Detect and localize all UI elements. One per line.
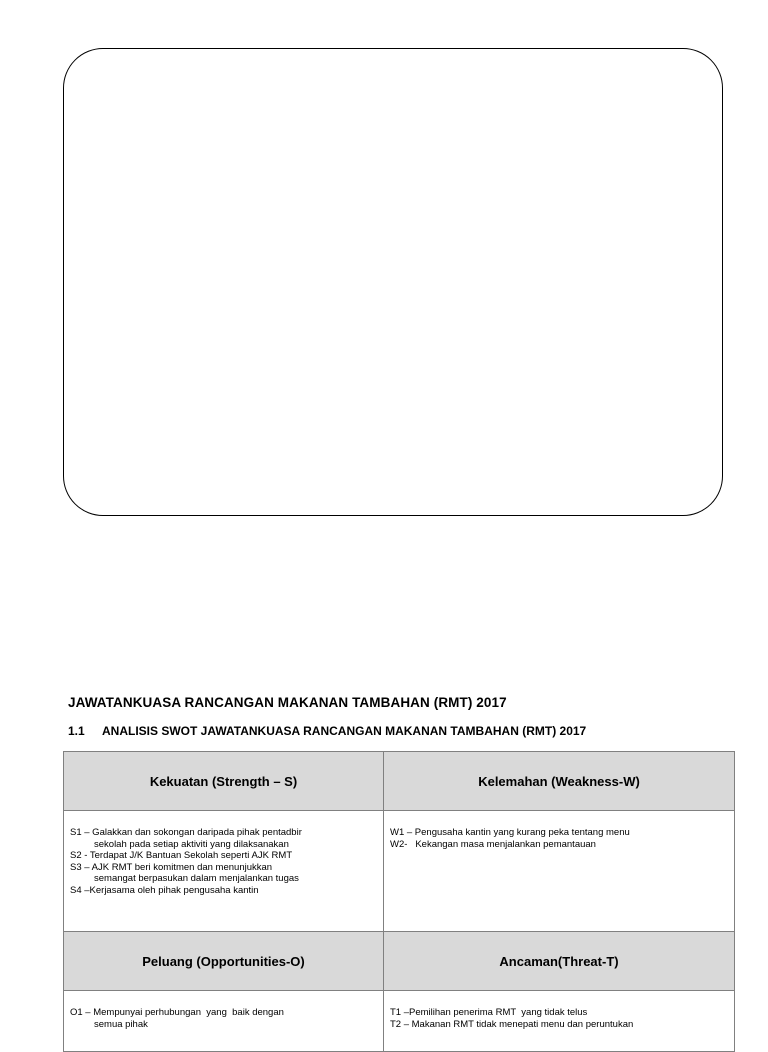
threat-line: T2 – Makanan RMT tidak menepati menu dan peruntukan xyxy=(390,1018,634,1030)
empty-rounded-frame xyxy=(63,48,723,516)
threats-cell xyxy=(384,991,735,1052)
opportunity-line: semua pihak xyxy=(94,1018,148,1030)
section-title: ANALISIS SWOT JAWATANKUASA RANCANGAN MAKANAN TAMBAHAN (RMT) 2017 xyxy=(102,724,587,738)
swot-body-row-sw xyxy=(64,811,735,932)
weakness-header: Kelemahan (Weakness-W) xyxy=(384,752,735,811)
strength-header: Kekuatan (Strength – S) xyxy=(64,752,384,811)
opportunities-header: Peluang (Opportunities-O) xyxy=(64,932,384,991)
swot-header-row-sw xyxy=(64,752,735,811)
opportunity-line: O1 – Mempunyai perhubungan yang baik dengan xyxy=(70,1007,284,1018)
strength-line: sekolah pada setiap aktiviti yang dilaksanakan xyxy=(94,838,289,850)
strength-line: semangat berpasukan dalam menjalankan tugas xyxy=(94,873,299,884)
weakness-cell xyxy=(384,811,735,932)
document-heading: JAWATANKUASA RANCANGAN MAKANAN TAMBAHAN (RMT) 2017 xyxy=(68,695,507,710)
strength-line: S3 – AJK RMT beri komitmen dan menunjukkan xyxy=(70,861,273,873)
threats-header: Ancaman(Threat-T) xyxy=(384,932,735,991)
strength-line: S1 – Galakkan dan sokongan daripada pihak pentadbir xyxy=(70,827,302,838)
strength-line: S2 - Terdapat J/K Bantuan Sekolah seperti AJK RMT xyxy=(70,850,293,861)
opportunities-cell xyxy=(64,991,384,1052)
threat-line: T1 –Pemilihan penerima RMT yang tidak telus xyxy=(390,1007,588,1018)
swot-table xyxy=(63,751,735,1052)
strength-line: S4 –Kerjasama oleh pihak pengusaha kantin xyxy=(70,884,259,896)
strength-cell xyxy=(64,811,384,932)
swot-body-row-ot xyxy=(64,991,735,1052)
section-number: 1.1 xyxy=(68,724,85,738)
section-subheading xyxy=(68,724,586,738)
weakness-line: W1 – Pengusaha kantin yang kurang peka tentang menu xyxy=(390,827,630,838)
swot-header-row-ot xyxy=(64,932,735,991)
weakness-line: W2- Kekangan masa menjalankan pemantauan xyxy=(390,838,596,850)
